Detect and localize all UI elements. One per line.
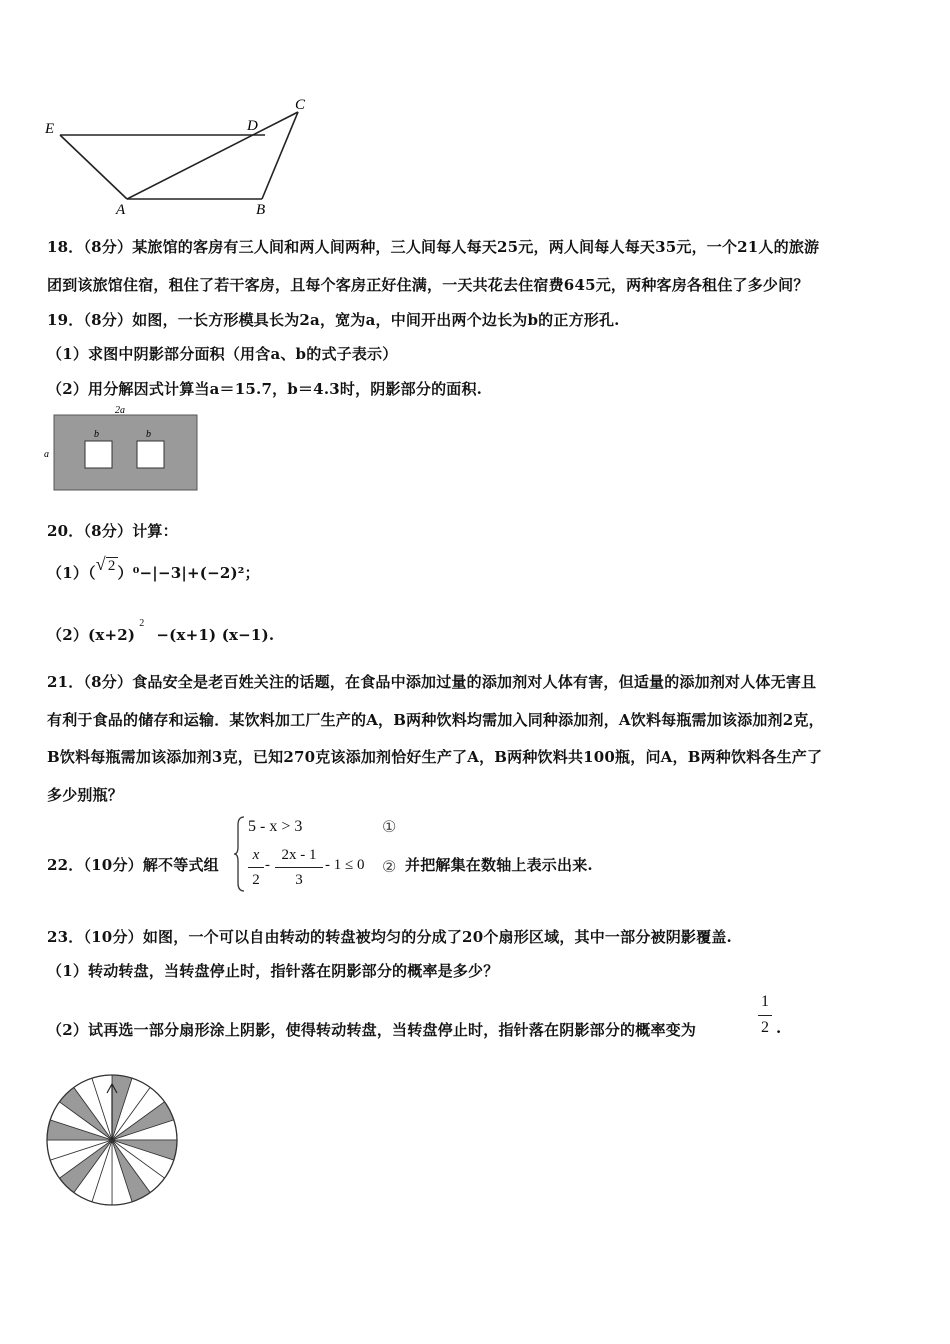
label-2a: 2a bbox=[115, 405, 125, 416]
q20-radicand: 2 bbox=[107, 558, 116, 574]
inequality-1: 5 - x > 3 bbox=[248, 818, 303, 835]
q20-part2 bbox=[47, 618, 275, 645]
frac-bar bbox=[758, 1015, 772, 1016]
spinner-figure bbox=[40, 1068, 185, 1213]
ineq2-den2: 3 bbox=[295, 872, 303, 888]
q21-line4: 多少别瓶？ bbox=[47, 786, 124, 804]
ineq2-den1: 2 bbox=[252, 872, 260, 888]
q18-line2: 团到该旅馆住宿，租住了若干客房，且每个客房正好住满，一天共花去住宿费645元，两种客房各租住了多少间？ bbox=[47, 276, 809, 294]
q19-part2: （2）用分解因式计算当a＝15.7，b＝4.3时，阴影部分的面积. bbox=[47, 380, 483, 398]
q23-part2: （2）试再选一部分扇形涂上阴影，使得转动转盘，当转盘停止时，指针落在阴影部分的概率变为 bbox=[47, 1021, 697, 1039]
ineq2-minus: - bbox=[265, 857, 270, 873]
q20-line1: 20．（8分）计算： bbox=[47, 522, 178, 540]
q21-line3: B饮料每瓶需加该添加剂3克，已知270克该添加剂恰好生产了A，B两种饮料共100瓶，问A，B两种饮料各生产了 bbox=[47, 748, 823, 766]
q20-part1 bbox=[47, 554, 260, 583]
ineq2-num2: 2x - 1 bbox=[281, 847, 317, 863]
q20-part1-rest: ）⁰−|−3|+(−2)²； bbox=[117, 564, 260, 582]
fraction-bar-1 bbox=[248, 867, 264, 868]
q19-part1: （1）求图中阴影部分面积（用含a、b的式子表示） bbox=[47, 345, 398, 363]
q23-end: . bbox=[776, 1019, 782, 1037]
q20-part2-prefix: （2）(x+2) bbox=[47, 626, 136, 644]
shaded-rectangle bbox=[54, 415, 197, 490]
ineq2-tail: - 1 ≤ 0 bbox=[325, 857, 365, 873]
q23-line1: 23．（10分）如图，一个可以自由转动的转盘被均匀的分成了20个扇形区域，其中一部分被阴影覆盖. bbox=[47, 928, 732, 946]
ineq2-num1: x bbox=[252, 847, 260, 863]
inequality-brace bbox=[232, 815, 246, 893]
rectangle-mold-figure bbox=[40, 402, 205, 494]
label-C: C bbox=[295, 97, 306, 113]
q21-line2: 有利于食品的储存和运输．某饮料加工厂生产的A，B两种饮料均需加入同种添加剂，A饮料每瓶需加该添加剂2克， bbox=[47, 711, 824, 729]
frac-numerator: 1 bbox=[761, 993, 769, 1010]
q23-part1: （1）转动转盘，当转盘停止时，指针落在阴影部分的概率是多少？ bbox=[47, 962, 499, 980]
label-D: D bbox=[247, 118, 258, 134]
q20-part2-rest: −(x+1) (x−1). bbox=[156, 626, 275, 644]
circled-1: ① bbox=[382, 819, 397, 836]
label-B: B bbox=[256, 202, 266, 218]
label-b-2: b bbox=[146, 429, 151, 440]
square-hole-1 bbox=[85, 441, 112, 468]
circled-2: ② bbox=[382, 859, 397, 876]
label-a: a bbox=[44, 449, 49, 460]
segment-AC bbox=[127, 112, 298, 199]
fraction-bar-2 bbox=[275, 867, 323, 868]
segment-BC bbox=[262, 112, 298, 199]
q19-line1: 19．（8分）如图，一长方形模具长为2a，宽为a，中间开出两个边长为b的正方形孔. bbox=[47, 311, 620, 329]
q22-prefix: 22．（10分）解不等式组 bbox=[47, 856, 219, 874]
label-b-1: b bbox=[94, 429, 99, 440]
q18-line1: 18．（8分）某旅馆的客房有三人间和两人间两种，三人间每人每天25元，两人间每人每天35元，一个21人的旅游 bbox=[47, 238, 820, 256]
sqrt-icon: √ bbox=[95, 554, 106, 574]
segment-EA bbox=[60, 135, 127, 199]
q21-line1: 21．（8分）食品安全是老百姓关注的话题，在食品中添加过量的添加剂对人体有害，但适量的添加剂对人体无害且 bbox=[47, 673, 817, 691]
label-A: A bbox=[116, 202, 126, 218]
q20-part1-prefix: （1）（ bbox=[47, 564, 96, 582]
geometry-figure bbox=[40, 95, 320, 220]
square-hole-2 bbox=[137, 441, 164, 468]
q20-part2-exp: 2 bbox=[139, 618, 145, 629]
q22-suffix: 并把解集在数轴上表示出来. bbox=[405, 856, 593, 874]
label-E: E bbox=[45, 121, 55, 137]
frac-denominator: 2 bbox=[761, 1019, 769, 1036]
